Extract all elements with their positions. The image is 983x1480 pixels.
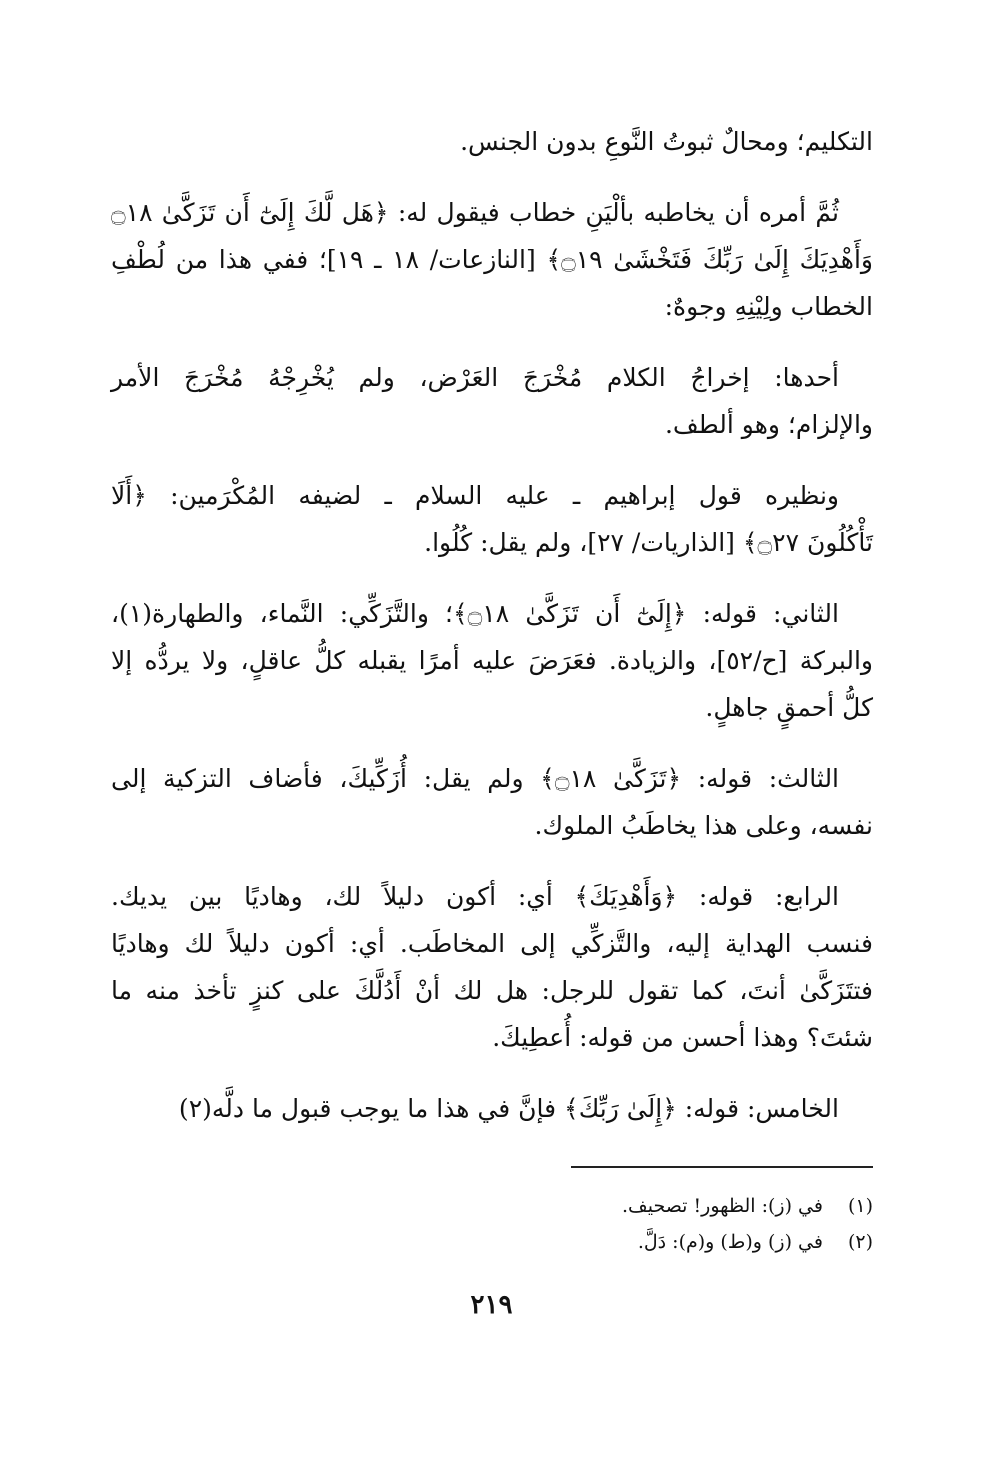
text-line: ثُمَّ أمره أن يخاطبه بألْيَنِ خطاب فيقول له: ﴿هَل لَّكَ إِلَىٰٓ أَن تَزَكَّىٰ ۝١٨ <box>111 198 839 227</box>
text-line: الخطاب ولِيْنِهِ وجوهٌ: <box>664 292 873 321</box>
text-line: وَأَهْدِيَكَ إِلَىٰ رَبِّكَ فَتَخْشَىٰ ۝١٩﴾ [النازعات/ ١٨ ـ ١٩]؛ ففي هذا من لُطْفِ <box>111 245 873 274</box>
footnote-2 <box>273 1224 873 1260</box>
footnote-number: (١) <box>847 1195 873 1217</box>
paragraph-1 <box>111 118 873 165</box>
text-line: كلُّ أحمقٍ جاهلٍ. <box>705 693 873 722</box>
page-number: ٢١٩ <box>470 1290 513 1320</box>
text-line: تَأْكُلُونَ ۝٢٧﴾ [الذاريات/ ٢٧]، ولم يقل: كُلُوا. <box>424 528 873 557</box>
paragraph-3 <box>111 354 873 448</box>
text-line: ونظيره قول إبراهيم ـ عليه السلام ـ لضيفه المُكْرَمين: ﴿أَلَا <box>111 481 839 510</box>
paragraph-8 <box>111 1085 873 1132</box>
paragraph-5 <box>111 590 873 731</box>
text-line: الثاني: قوله: ﴿إِلَىٰٓ أَن تَزَكَّىٰ ۝١٨﴾؛ والتَّزَكِّي: النَّماء، والطهارة(١)، <box>111 599 839 628</box>
paragraph-4 <box>111 472 873 566</box>
text-line: والإلزام؛ وهو ألطف. <box>664 410 873 439</box>
paragraph-7 <box>111 873 873 1061</box>
paragraph-2 <box>111 189 873 330</box>
text-line: نفسه، وعلى هذا يخاطَبُ الملوك. <box>534 811 873 840</box>
footnote-separator <box>571 1166 873 1168</box>
text-line: التكليم؛ ومحالٌ ثبوتُ النَّوعِ بدون الجنس. <box>460 127 873 156</box>
footnote-number: (٢) <box>847 1231 873 1253</box>
paragraph-6 <box>111 755 873 849</box>
text-line: أحدها: إخراجُ الكلام مُخْرَجَ العَرْض، ولم يُخْرِجْهُ مُخْرَجَ الأمر <box>111 363 839 392</box>
text-line: الثالث: قوله: ﴿تَزَكَّىٰ ۝١٨﴾ ولم يقل: أُزَكِّيكَ، فأضاف التزكية إلى <box>111 764 840 793</box>
text-line: والبركة [ح/٥٢]، والزيادة. فعَرَضَ عليه أمرًا يقبله كلُّ عاقلٍ، ولا يردُّه إلا <box>111 646 873 675</box>
footnote-text: في (ز) و(ط) و(م): دَلَّ. <box>637 1231 823 1253</box>
text-line: فنسب الهداية إليه، والتَّزكِّي إلى المخاطَب. أي: أكون دليلاً لك وهاديًا <box>111 929 873 958</box>
footnote-1 <box>273 1188 873 1224</box>
text-line: فتتَزَكَّىٰ أنتَ، كما تقول للرجل: هل لك أنْ أَدُلَّكَ على كنزٍ تأخذ منه ما <box>111 976 873 1005</box>
text-line: شئتَ؟ وهذا أحسن من قوله: أُعطِيكَ. <box>492 1023 873 1052</box>
main-text <box>111 118 873 1156</box>
text-line: الرابع: قوله: ﴿وَأَهْدِيَكَ﴾ أي: أكون دليلاً لك، وهاديًا بين يديك. <box>111 882 839 911</box>
footnote-text: في (ز): الظهور! تصحيف. <box>622 1195 823 1217</box>
footnotes <box>273 1188 873 1260</box>
text-line: الخامس: قوله: ﴿إِلَىٰ رَبِّكَ﴾ فإنَّ في هذا ما يوجب قبول ما دلَّه(٢) <box>178 1094 839 1123</box>
